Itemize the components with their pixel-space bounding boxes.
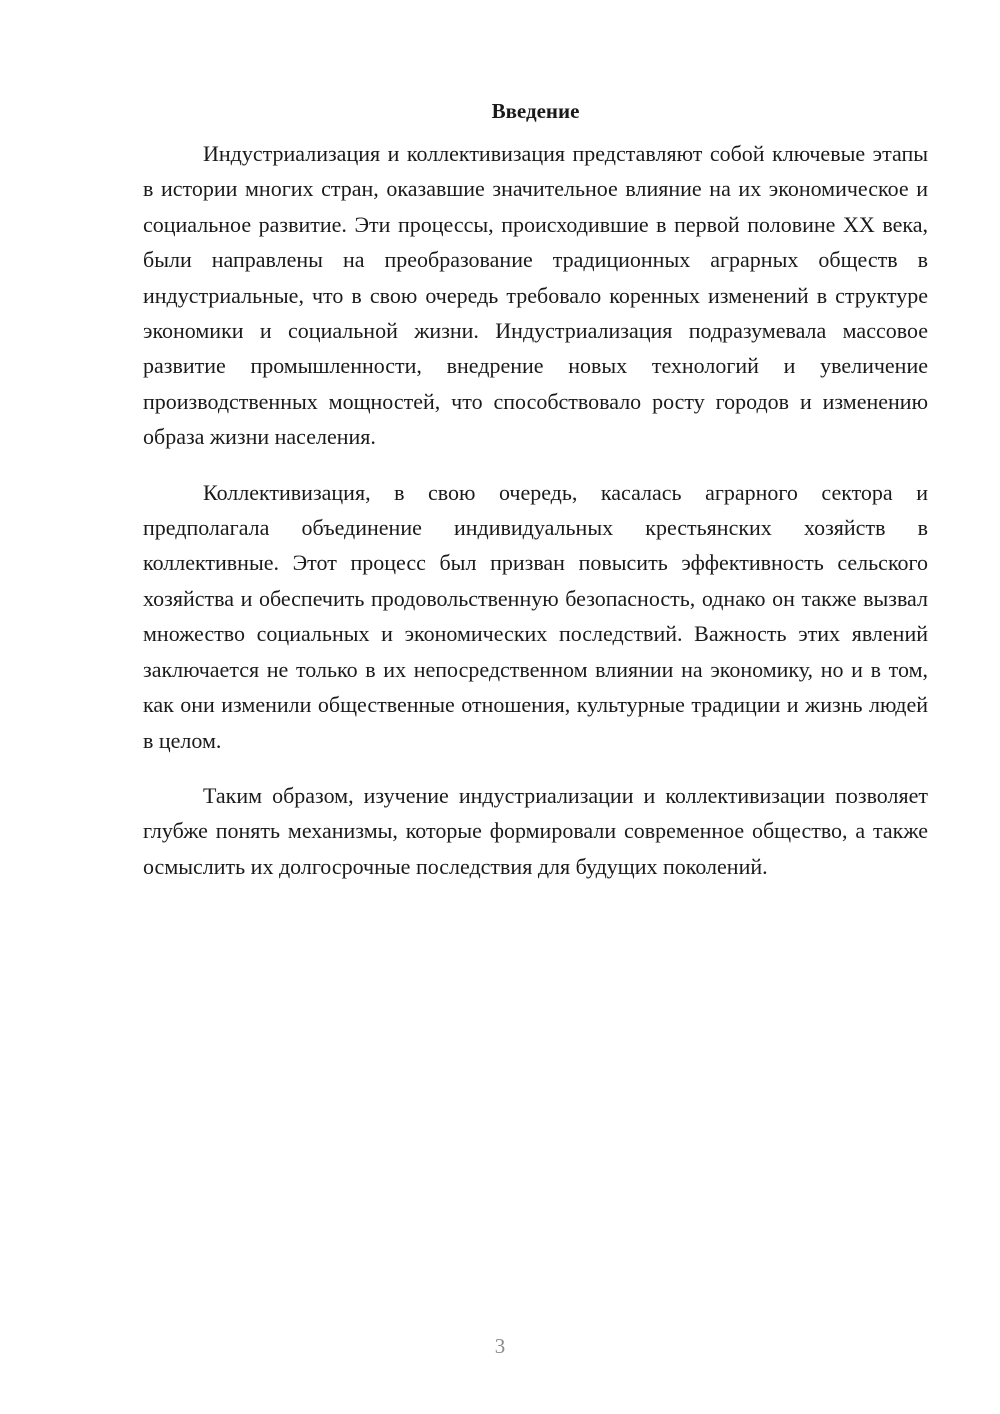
page-content	[143, 96, 928, 904]
section-title: Введение	[491, 99, 580, 123]
paragraph-1: Индустриализация и коллективизация представляют собой ключевые этапы в истории многих стран, оказавшие значительное влияние на их экономическое и социальное развитие. Эти процессы, происходившие в первой половине XX века, были направлены на преобразование традиционных аграрных обществ в индустриальные, что в свою очередь требовало коренных изменений в структуре экономики и социальной жизни. Индустриализация подразумевала массовое развитие промышленности, внедрение новых технологий и увеличение производственных мощностей, что способствовало росту городов и изменению образа жизни населения.	[143, 141, 928, 450]
page-number: 3	[494, 1334, 506, 1358]
paragraph-3: Таким образом, изучение индустриализации и коллективизации позволяет глубже понять механизмы, которые формировали современное общество, а также осмыслить их долгосрочные последствия для будущих поколений.	[143, 782, 928, 879]
paragraph-2: Коллективизация, в свою очередь, касалась аграрного сектора и предполагала объединение индивидуальных крестьянских хозяйств в коллективные. Этот процесс был призван повысить эффективность сельского хозяйства и обеспечить продовольственную безопасность, однако он также вызвал множество социальных и экономических последствий. Важность этих явлений заключается не только в их непосредственном влиянии на экономику, но и в том, как они изменили общественные отношения, культурные традиции и жизнь людей в целом.	[143, 479, 928, 753]
